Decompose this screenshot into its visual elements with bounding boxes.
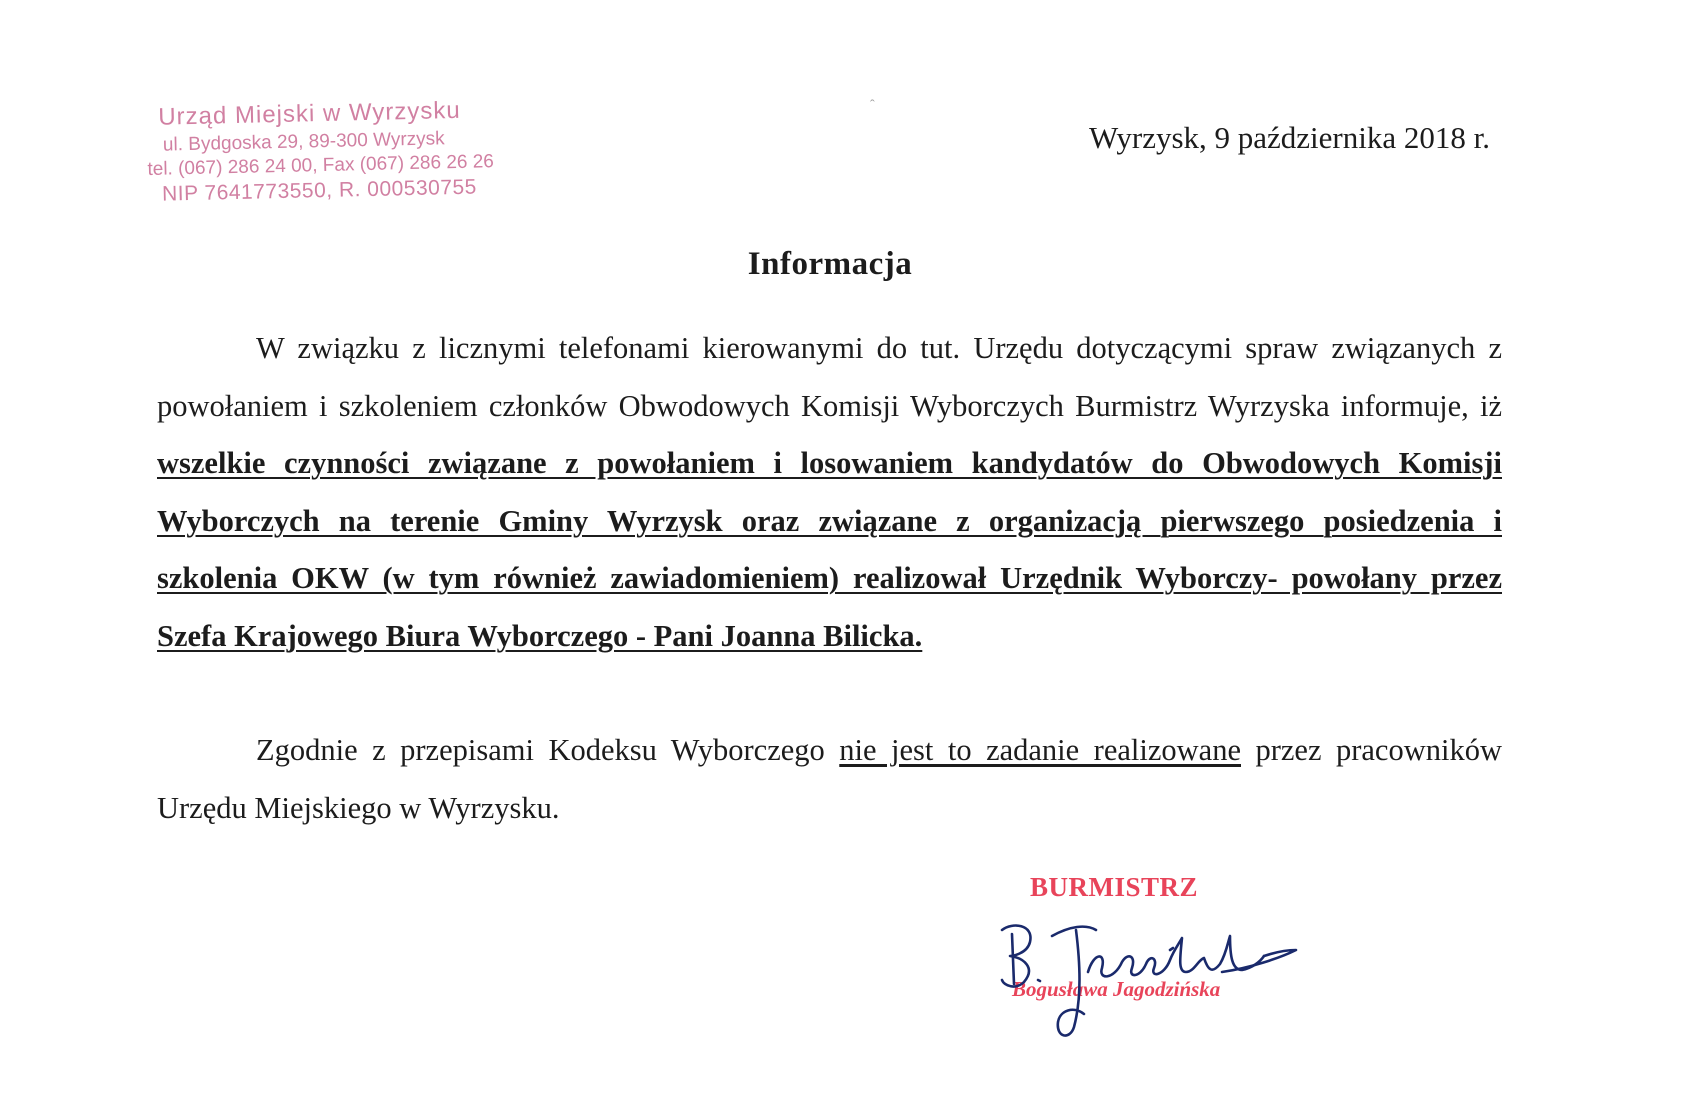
signature-name-stamp: Bogusława Jagodzińska [1012,977,1221,1001]
scan-speck: ˆ [870,98,875,113]
paragraph-second-rest: przez pracowników Urzędu Miejskiego w Wyrzysku. [157,733,1502,825]
paragraph-main-emphasis: wszelkie czynności związane z powołaniem i losowaniem kandydatów do Obwodowych Komisji Wyborczych na terenie Gminy Wyrzysk oraz związane z organizacją pierwszego posiedzenia i szkolenia OKW (w tym również zawiadomieniem) realizował Urzędnik Wyborczy- powołany przez Szefa Krajowego Biura Wyborczego - Pani Joanna Bilicka. [157,446,1502,653]
stamp-address: ul. Bydgoska 29, 89-300 Wyrzysk [162,128,445,156]
paragraph-second-intro: Zgodnie z przepisami Kodeksu Wyborczego [256,733,840,767]
office-stamp [146,95,528,207]
signature-position-stamp: BURMISTRZ [1030,872,1199,902]
signature-block [990,872,1290,1052]
paragraph-main-intro: W związku z licznymi telefonami kierowanymi do tut. Urzędu dotyczącymi spraw związanych z powołaniem i szkoleniem członków Obwodowych Komisji Wyborczych Burmistrz Wyrzyska informuje, iż [157,331,1502,423]
handwritten-signature [990,902,1300,1052]
stamp-office-name: Urząd Miejski w Wyrzysku [157,96,462,131]
document-date: Wyrzysk, 9 października 2018 r. [1088,120,1490,155]
document-title: Informacja [747,246,913,282]
stamp-phone-fax: tel. (067) 286 24 00, Fax (067) 286 26 26 [147,150,495,180]
stamp-nip-regon: NIP 7641773550, R. 000530755 [161,175,478,207]
paragraph-second-underlined: nie jest to zadanie realizowane [839,733,1241,767]
paragraph-second [157,722,1502,837]
paragraph-main [157,320,1502,665]
